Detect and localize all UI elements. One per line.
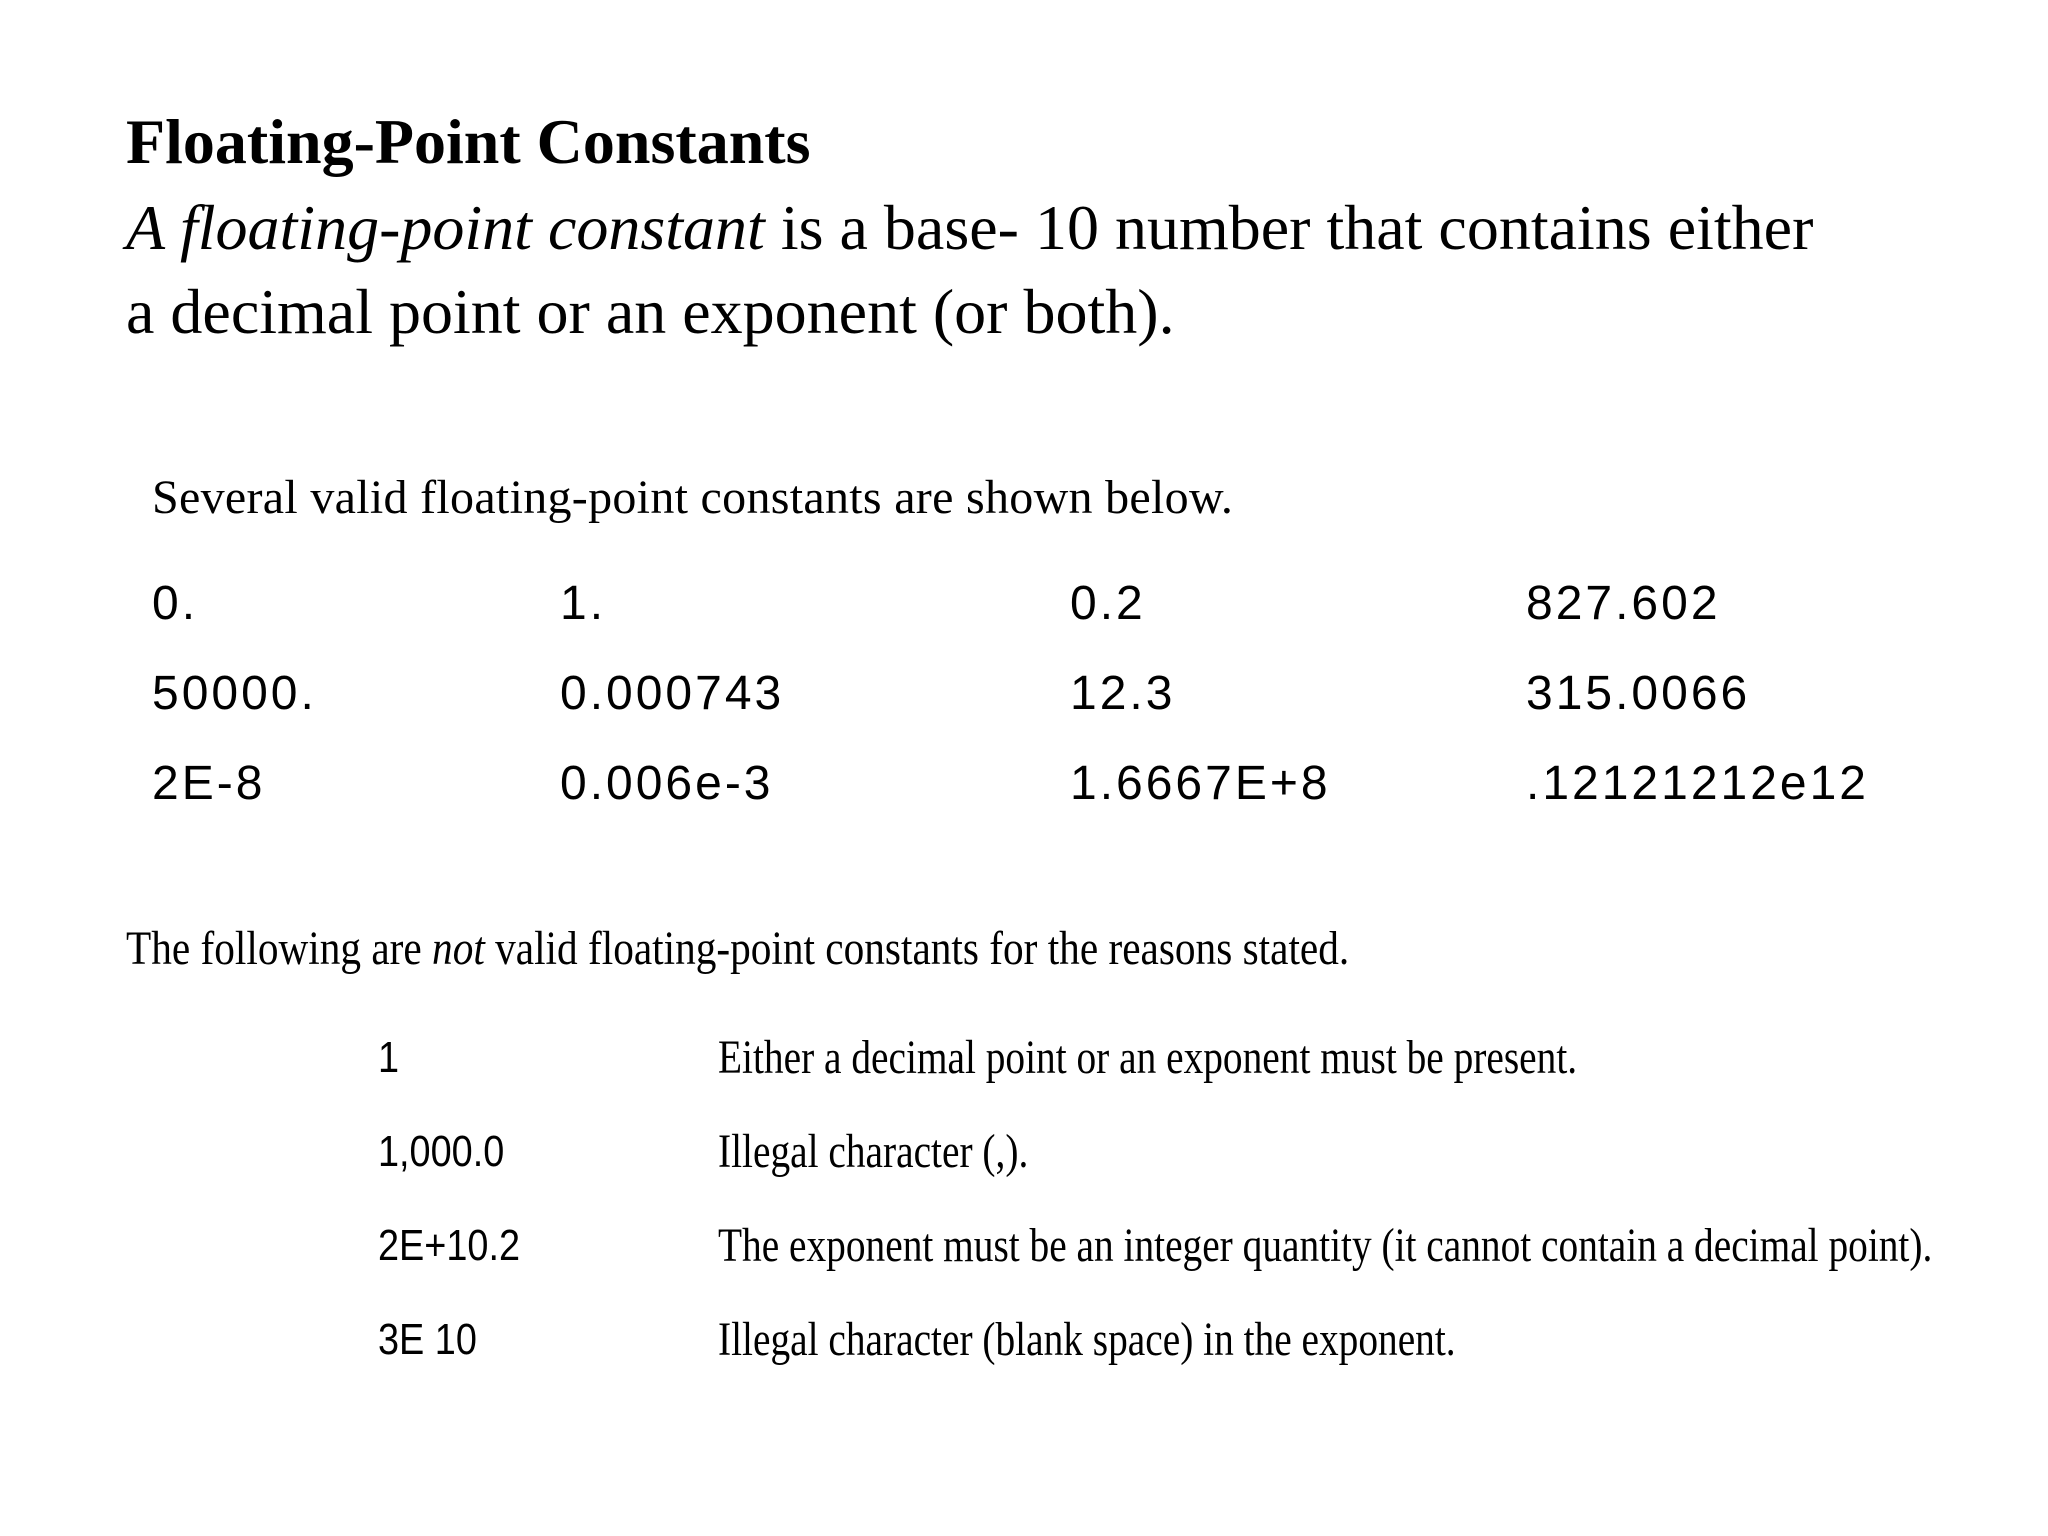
invalid-constants-list (378, 1030, 2018, 1406)
invalid-row (378, 1218, 2018, 1312)
invalid-constants-caption (126, 920, 1349, 978)
definition-line-2: a decimal point or an exponent (or both). (126, 276, 1175, 347)
invalid-caption-emphasis: not (432, 922, 485, 975)
invalid-reason: Illegal character (blank space) in the exponent. (718, 1313, 1456, 1366)
valid-constant: 0.006e-3 (560, 757, 774, 810)
invalid-reason: Illegal character (,). (718, 1125, 1029, 1178)
invalid-constant: 2E+10.2 (378, 1221, 521, 1270)
valid-constants-caption: Several valid floating-point constants are shown below. (152, 471, 1234, 524)
invalid-row (378, 1124, 2018, 1218)
definition-text: is a base- 10 number that contains either (764, 192, 1814, 263)
valid-row (152, 754, 1952, 844)
invalid-reason: The exponent must be an integer quantity (it cannot contain a decimal point). (718, 1219, 1933, 1272)
valid-row (152, 664, 1952, 754)
definition-term: A floating-point constant (126, 192, 765, 263)
invalid-constant: 1,000.0 (378, 1127, 505, 1176)
invalid-caption-end: valid floating-point constants for the reasons stated. (484, 922, 1350, 975)
valid-constant: 1.6667E+8 (1070, 757, 1331, 810)
valid-constant: 0. (152, 577, 199, 630)
invalid-constant: 3E 10 (378, 1315, 477, 1364)
valid-constant: 1. (560, 577, 607, 630)
definition-paragraph (126, 186, 2006, 354)
valid-constant: 50000. (152, 667, 317, 720)
valid-constant: 827.602 (1526, 577, 1721, 630)
valid-constant: 12.3 (1070, 667, 1176, 720)
valid-row (152, 574, 1952, 664)
slide-title: Floating-Point Constants (126, 106, 811, 177)
invalid-constant: 1 (378, 1033, 400, 1082)
invalid-reason: Either a decimal point or an exponent must be present. (718, 1031, 1578, 1084)
valid-constant: 0.2 (1070, 577, 1146, 630)
valid-constant: 315.0066 (1526, 667, 1751, 720)
valid-constant: .12121212e12 (1526, 757, 1869, 810)
invalid-row (378, 1030, 2018, 1124)
invalid-caption-start: The following are (126, 922, 433, 975)
definition-line-1 (126, 186, 2006, 270)
valid-constant: 2E-8 (152, 757, 266, 810)
invalid-row (378, 1312, 2018, 1406)
valid-constant: 0.000743 (560, 667, 785, 720)
valid-constants-grid (152, 574, 1952, 844)
